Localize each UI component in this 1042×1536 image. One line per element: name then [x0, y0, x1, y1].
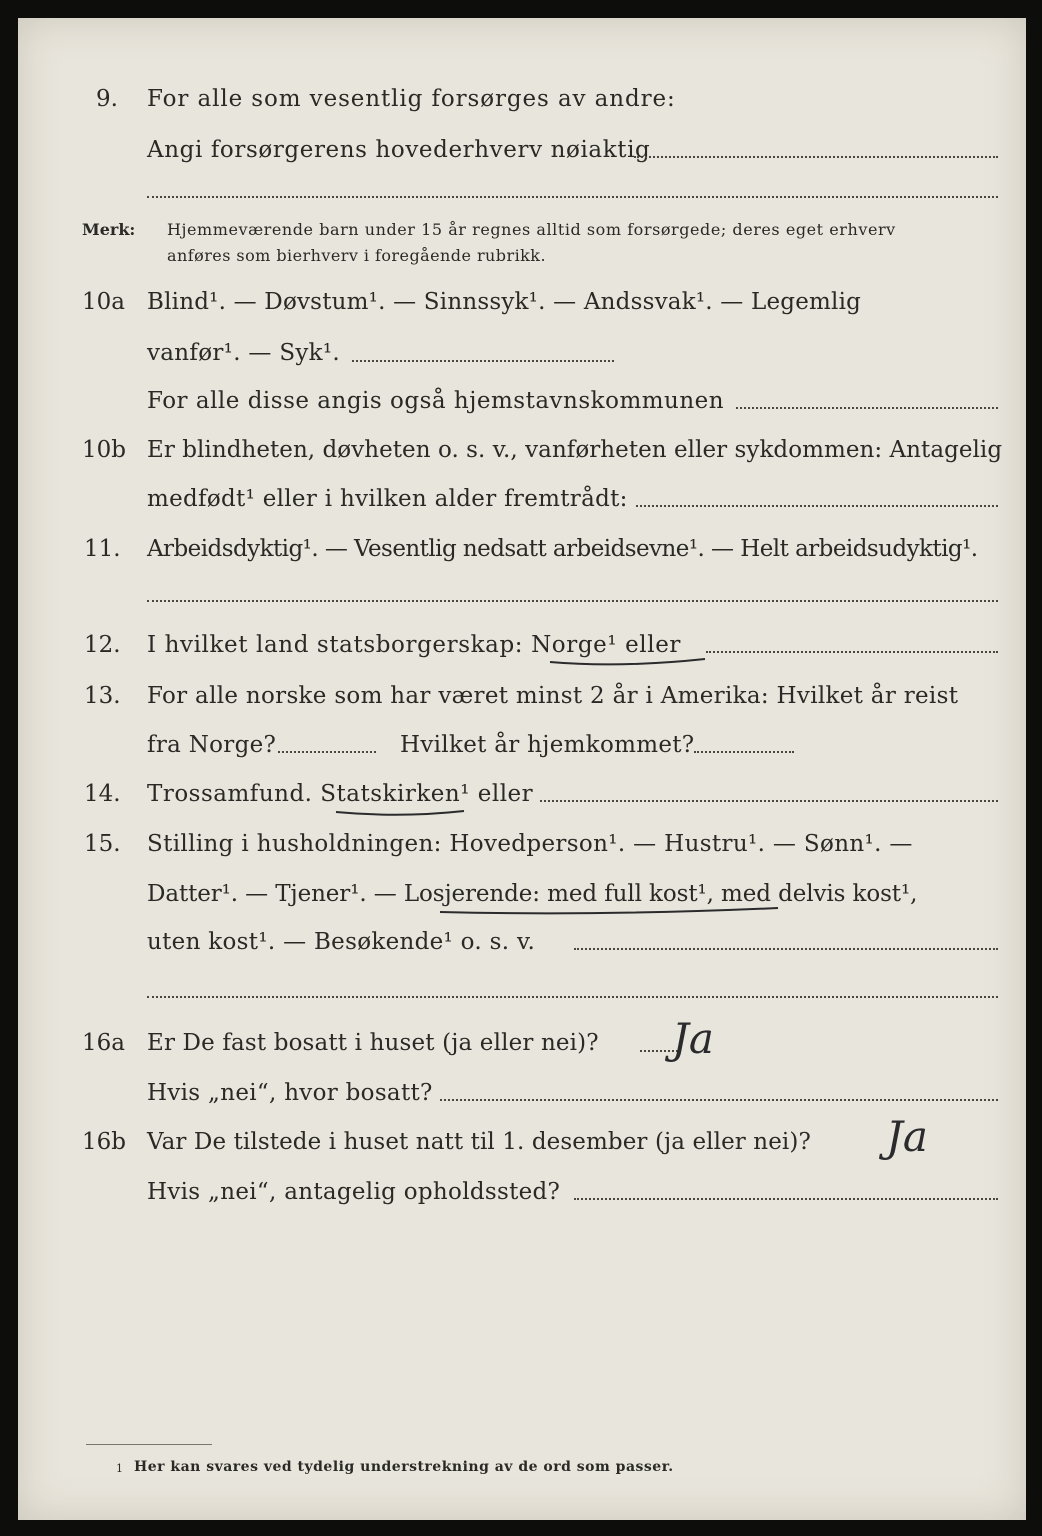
q16a-line2: Hvis „nei“, hvor bosatt? — [147, 1080, 433, 1106]
q13-line2a: fra Norge? — [147, 732, 277, 758]
footnote-mark: 1 — [116, 1462, 123, 1475]
q9-line1: For alle som vesentlig forsørges av andre: — [147, 86, 676, 112]
q14-line1: Trossamfund. Statskirken¹ eller — [147, 781, 534, 807]
underline-statskirken — [336, 811, 464, 815]
q16a-handwritten-answer: Ja — [672, 1014, 714, 1063]
underline-losjerende — [440, 908, 778, 913]
q13-line2b: Hvilket år hjemkommet? — [400, 732, 695, 758]
q15-line1: Stilling i husholdningen: Hovedperson¹. — Hustru¹. — Sønn¹. — — [147, 831, 913, 857]
q9-number: 9. — [96, 86, 118, 112]
q16b-handwritten-answer: Ja — [886, 1112, 928, 1161]
q11-number: 11. — [84, 536, 121, 562]
q16a-number: 16a — [82, 1030, 125, 1056]
q14-number: 14. — [84, 781, 121, 807]
merk-line2: anføres som bierhverv i foregående rubrikk. — [167, 246, 546, 265]
merk-line1: Hjemmeværende barn under 15 år regnes alltid som forsørgede; deres eget erhverv — [167, 220, 896, 239]
q13-line1: For alle norske som har været minst 2 år i Amerika: Hvilket år reist — [147, 683, 959, 709]
q15-number: 15. — [84, 831, 121, 857]
merk-label: Merk: — [82, 220, 136, 239]
q16b-number: 16b — [82, 1129, 126, 1155]
q9-line2: Angi forsørgerens hovederhverv nøiaktig — [147, 137, 651, 163]
q16b-line1: Var De tilstede i huset natt til 1. desember (ja eller nei)? — [147, 1129, 811, 1155]
q10a-line1: Blind¹. — Døvstum¹. — Sinnssyk¹. — Andssvak¹. — Legemlig — [147, 289, 862, 315]
underline-norge — [550, 659, 705, 664]
q10a-number: 10a — [82, 289, 125, 315]
footnote-text: Her kan svares ved tydelig understrekning av de ord som passer. — [134, 1459, 674, 1475]
q10b-line2: medfødt¹ eller i hvilken alder fremtrådt: — [147, 486, 628, 512]
q12-number: 12. — [84, 632, 121, 658]
q13-number: 13. — [84, 683, 121, 709]
q10b-line1: Er blindheten, døvheten o. s. v., vanførheten eller sykdommen: Antagelig — [147, 437, 1003, 463]
q11-line1: Arbeidsdyktig¹. — Vesentlig nedsatt arbeidsevne¹. — Helt arbeidsudyktig¹. — [147, 536, 978, 562]
q15-line3: uten kost¹. — Besøkende¹ o. s. v. — [147, 929, 536, 955]
q10a-line2: vanfør¹. — Syk¹. — [147, 340, 341, 366]
q16a-line1: Er De fast bosatt i huset (ja eller nei)? — [147, 1030, 599, 1056]
q10a-line3: For alle disse angis også hjemstavnskommunen — [147, 388, 725, 414]
q16b-line2: Hvis „nei“, antagelig opholdssted? — [147, 1179, 561, 1205]
q15-line2: Datter¹. — Tjener¹. — Losjerende: med full kost¹, med delvis kost¹, — [147, 881, 918, 907]
q10b-number: 10b — [82, 437, 126, 463]
q12-line1: I hvilket land statsborgerskap: Norge¹ eller — [147, 632, 682, 658]
